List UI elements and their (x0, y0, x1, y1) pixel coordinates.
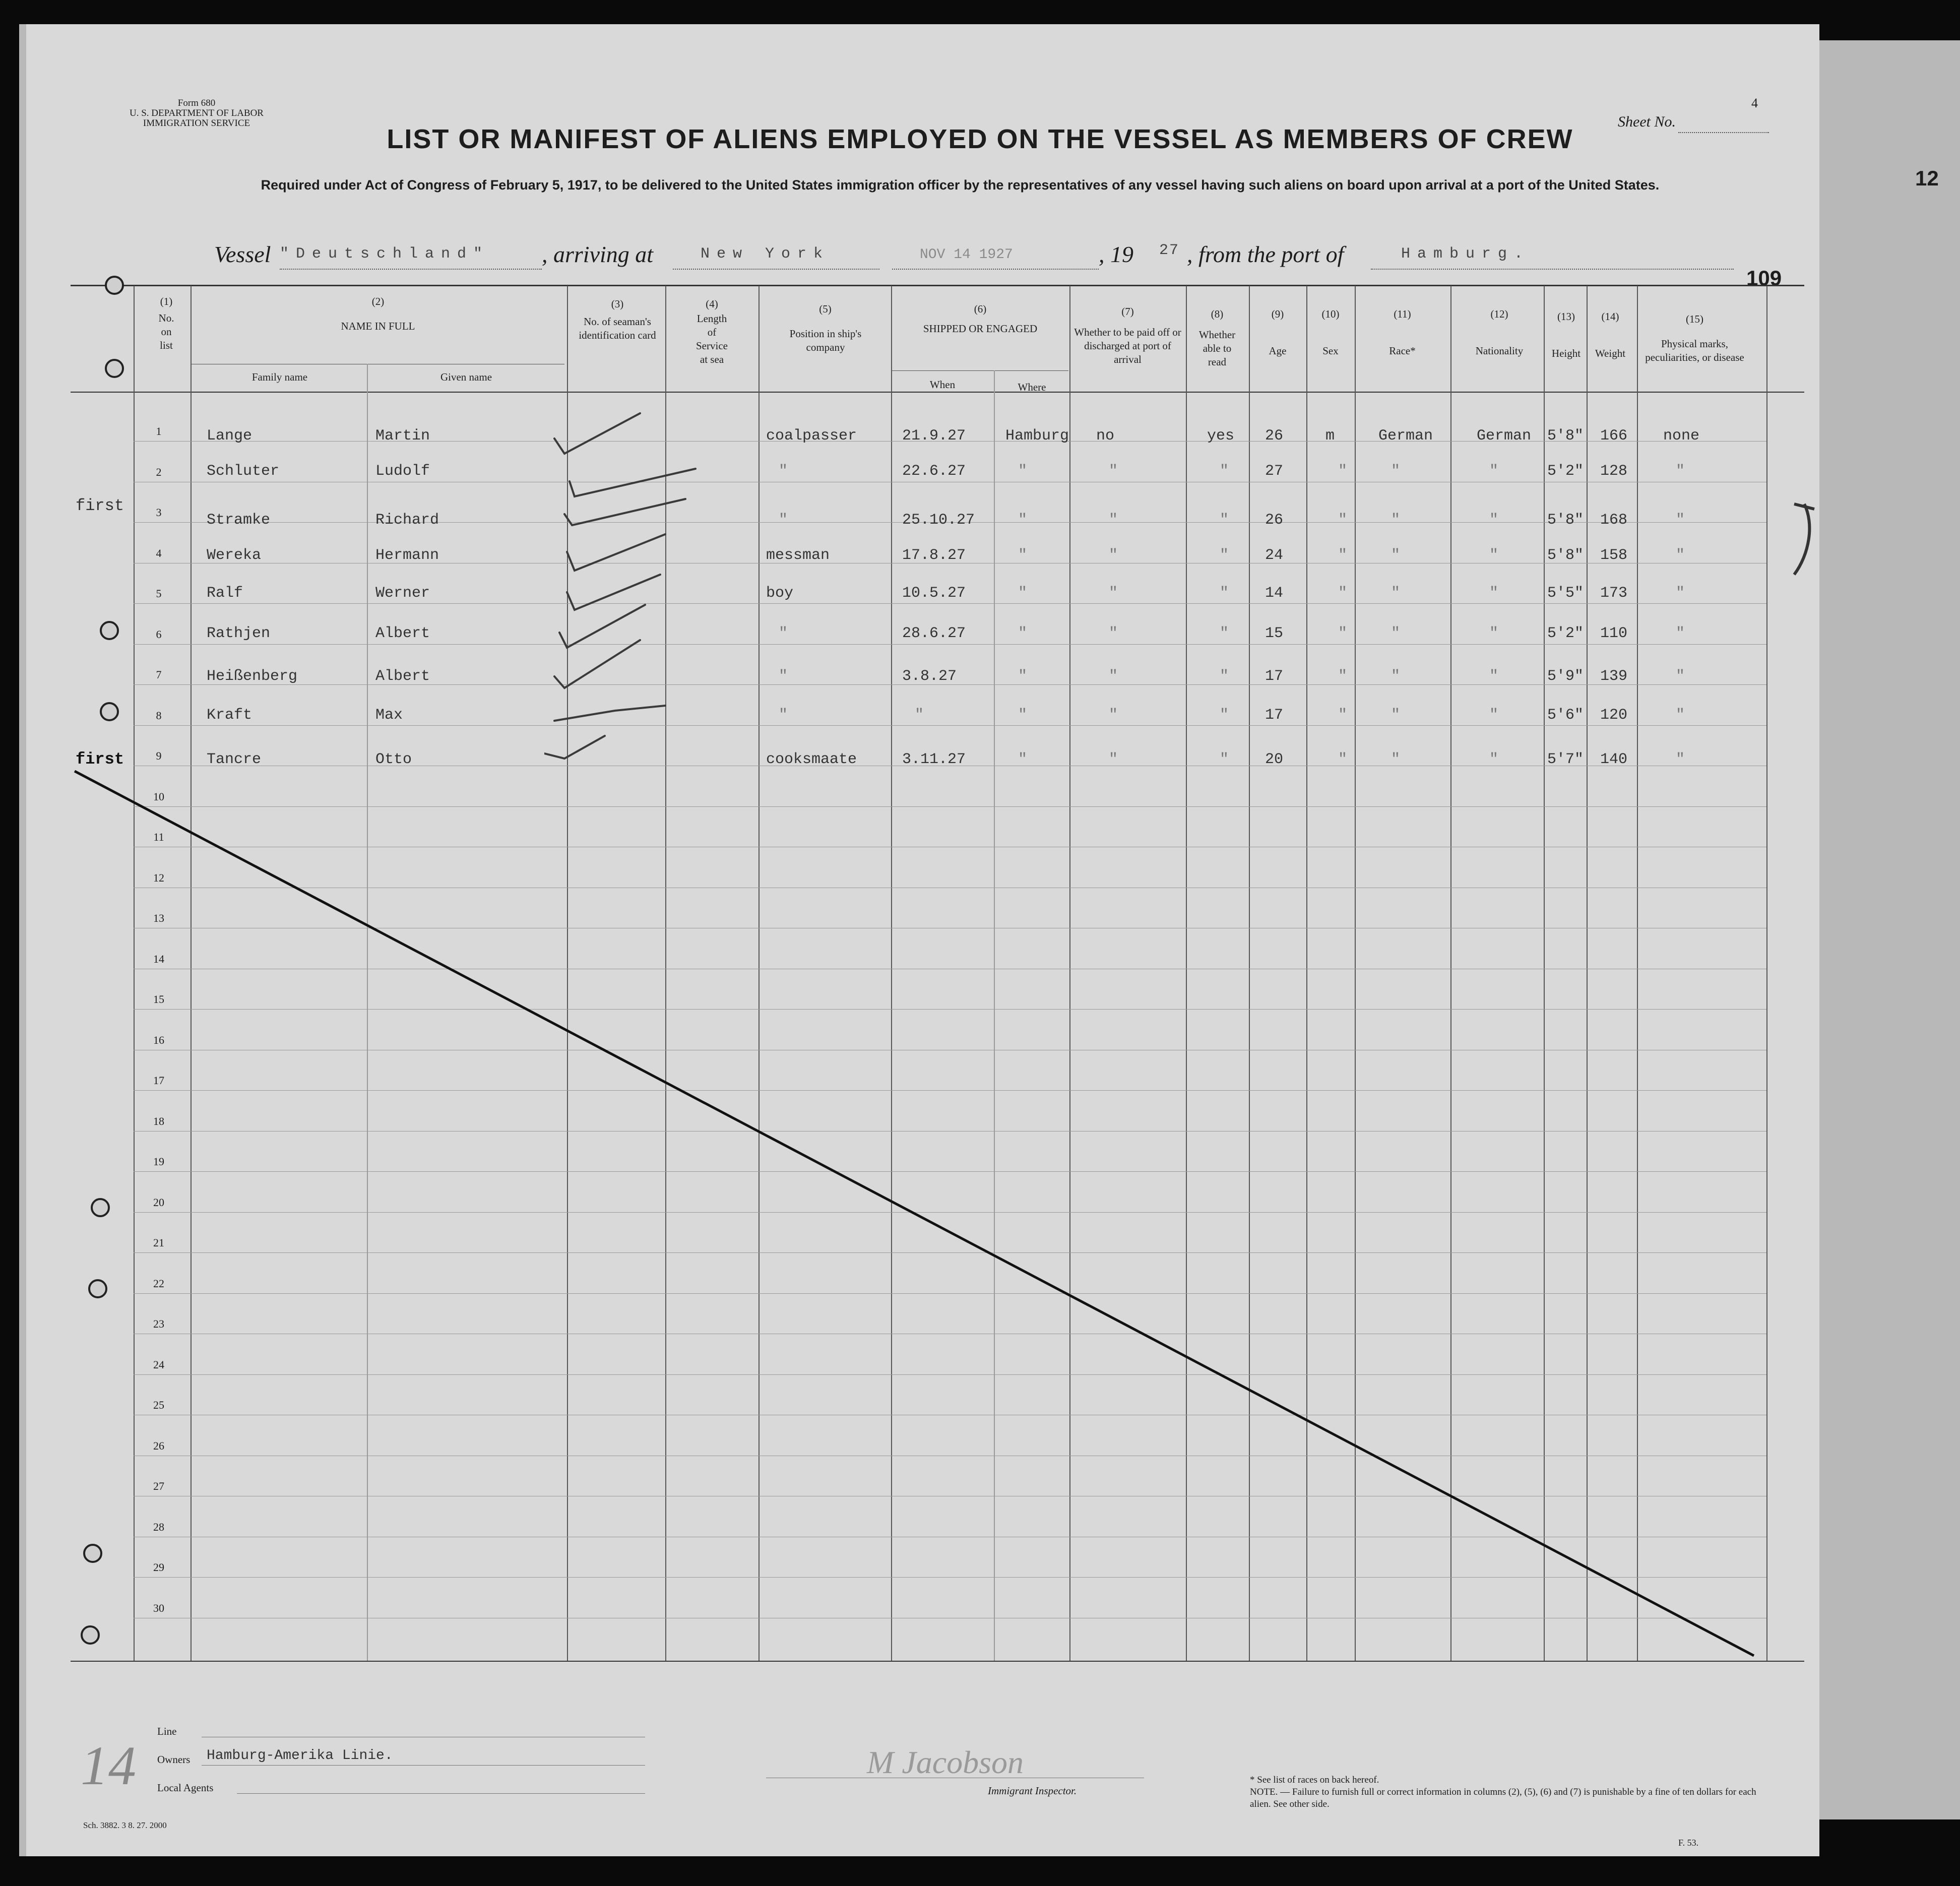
col15-number: (15) (1686, 313, 1703, 325)
family-name-cell: Ralf (207, 585, 243, 602)
page-subtitle: Required under Act of Congress of February 5, 1917, to be delivered to the United States immigration officer by the representatives of any vessel having such aliens on board upon arrival at a port of the United States. (261, 177, 1660, 193)
paid-off-cell: " (1109, 751, 1118, 768)
shipped-where-cell: " (1018, 668, 1028, 685)
col3-number: (3) (611, 298, 624, 310)
from-port-label: , from the port of (1187, 241, 1344, 267)
shipped-where-cell: " (1018, 547, 1028, 564)
vessel-label: Vessel (214, 241, 271, 267)
footnote (1250, 1774, 1774, 1810)
age-cell: 15 (1265, 625, 1284, 642)
row-number: 7 (156, 668, 162, 681)
family-name-cell: Lange (207, 427, 252, 445)
position-cell: " (779, 463, 788, 480)
nationality-cell: " (1489, 512, 1499, 529)
col10-label: Sex (1322, 345, 1339, 357)
shipped-when-cell: 21.9.27 (902, 427, 966, 445)
shipped-where-cell: Hamburg (1005, 427, 1069, 445)
col8-number: (8) (1211, 308, 1224, 320)
owners-rule (202, 1765, 645, 1766)
family-name-cell: Heißenberg (207, 668, 298, 685)
nationality-cell: " (1489, 625, 1499, 642)
date-stamp: NOV 14 1927 (920, 247, 1013, 263)
physical-marks-cell: " (1676, 463, 1685, 480)
col13-label: Height (1551, 347, 1581, 359)
row-number: 9 (156, 749, 162, 762)
age-cell: 17 (1265, 707, 1284, 724)
given-name-cell: Werner (375, 585, 430, 602)
nationality-cell: " (1489, 668, 1499, 685)
weight-cell: 128 (1600, 463, 1628, 480)
col6-number: (6) (974, 303, 987, 315)
row-number: 17 (153, 1074, 164, 1087)
shipped-where-cell: " (1018, 751, 1028, 768)
where-header: Where (1018, 381, 1046, 393)
race-cell: " (1391, 512, 1401, 529)
row-number: 1 (156, 425, 162, 437)
cancellation-line (75, 771, 1754, 1656)
physical-marks-cell: " (1676, 707, 1685, 724)
shipped-where-cell: " (1018, 707, 1028, 724)
row-number: 14 (153, 952, 164, 965)
punch-hole (91, 1198, 110, 1217)
sex-cell: " (1338, 751, 1348, 768)
race-cell: " (1391, 547, 1401, 564)
row-number: 28 (153, 1520, 164, 1533)
age-cell: 17 (1265, 668, 1284, 685)
form-number: Form 680 (177, 98, 216, 108)
paid-off-cell: no (1096, 427, 1115, 445)
races-note: * See list of races on back hereof. (1250, 1775, 1379, 1785)
able-to-read-cell: " (1220, 668, 1229, 685)
physical-marks-cell: " (1676, 625, 1685, 642)
row-number: 6 (156, 627, 162, 641)
weight-cell: 120 (1600, 707, 1628, 724)
given-name-cell: Richard (375, 512, 439, 529)
col1-number: (1) (160, 295, 173, 307)
row-number: 16 (153, 1033, 164, 1046)
row-number: 5 (156, 587, 162, 600)
weight-cell: 140 (1600, 751, 1628, 768)
family-name-cell: Tancre (207, 751, 262, 768)
physical-marks-cell: " (1676, 585, 1685, 602)
owners-value: Hamburg-Amerika Linie. (207, 1748, 393, 1764)
row-number: 15 (153, 993, 164, 1005)
inspector-signature: M Jacobson (867, 1744, 1024, 1780)
position-cell: " (779, 625, 788, 642)
shipped-where-cell: " (1018, 585, 1028, 602)
col7-label: Whether to be paid off or discharged at port of arrival (1074, 326, 1181, 365)
race-cell: " (1391, 751, 1401, 768)
row-number: 4 (156, 546, 162, 559)
given-name-cell: Martin (375, 427, 430, 445)
sex-cell: m (1325, 427, 1335, 445)
punch-hole (105, 359, 124, 378)
race-cell: " (1391, 668, 1401, 685)
col11-number: (11) (1394, 308, 1411, 320)
age-cell: 14 (1265, 585, 1284, 602)
col9-number: (9) (1271, 308, 1284, 320)
able-to-read-cell: " (1220, 707, 1229, 724)
weight-cell: 173 (1600, 585, 1628, 602)
sheet-number-value: 4 (1751, 96, 1758, 110)
shipped-when-cell: " (915, 707, 924, 724)
height-cell: 5'8" (1547, 512, 1584, 529)
year-value: 27 (1159, 242, 1180, 259)
age-cell: 26 (1265, 427, 1284, 445)
nationality-cell: " (1489, 751, 1499, 768)
when-header: When (929, 379, 956, 391)
nationality-cell: " (1489, 707, 1499, 724)
stamp-number: 109 (1746, 266, 1782, 290)
sex-cell: " (1338, 625, 1348, 642)
col4-number: (4) (706, 298, 718, 310)
age-cell: 26 (1265, 512, 1284, 529)
race-cell: German (1378, 427, 1433, 445)
col14-number: (14) (1601, 310, 1619, 323)
nationality-cell: " (1489, 463, 1499, 480)
nationality-cell: " (1489, 585, 1499, 602)
height-cell: 5'6" (1547, 707, 1584, 724)
margin-note-row3: first (76, 496, 124, 515)
department-name: U. S. DEPARTMENT OF LABOR (130, 108, 264, 118)
row-number: 3 (156, 506, 162, 519)
col5-number: (5) (819, 303, 832, 315)
punch-hole (105, 276, 124, 295)
shipped-when-cell: 10.5.27 (902, 585, 966, 602)
vessel-name: "Deutschland" (280, 245, 490, 263)
col15-label: Physical marks, peculiarities, or disease (1645, 338, 1744, 363)
form-code: F. 53. (1678, 1838, 1699, 1848)
race-cell: " (1391, 625, 1401, 642)
from-port: Hamburg. (1401, 245, 1531, 263)
weight-cell: 139 (1600, 668, 1628, 685)
race-cell: " (1391, 707, 1401, 724)
age-cell: 24 (1265, 547, 1284, 564)
local-agents-rule (237, 1793, 645, 1794)
shipped-when-cell: 25.10.27 (902, 512, 975, 529)
family-name-cell: Kraft (207, 707, 252, 724)
nationality-cell: German (1477, 427, 1532, 445)
paid-off-cell: " (1109, 463, 1118, 480)
col2-label: NAME IN FULL (341, 320, 415, 332)
edge-number: 12 (1915, 166, 1939, 190)
punch-hole (81, 1625, 100, 1645)
row-number: 23 (153, 1317, 164, 1330)
able-to-read-cell: yes (1207, 427, 1235, 445)
physical-marks-cell: " (1676, 751, 1685, 768)
position-cell: " (779, 512, 788, 529)
punch-hole (100, 702, 119, 721)
given-name-cell: Hermann (375, 547, 439, 564)
physical-marks-cell: " (1676, 512, 1685, 529)
punch-hole (100, 621, 119, 640)
col11-label: Race* (1389, 345, 1416, 357)
family-name-cell: Schluter (207, 463, 280, 480)
sheet-number-label: Sheet No. (1618, 113, 1676, 130)
physical-marks-cell: none (1663, 427, 1700, 445)
margin-scribble (1794, 504, 1814, 575)
given-name-cell: Ludolf (375, 463, 430, 480)
row-number: 26 (153, 1439, 164, 1452)
shipped-where-cell: " (1018, 625, 1028, 642)
col12-number: (12) (1490, 308, 1508, 320)
row-number: 2 (156, 465, 162, 478)
family-name-header: Family name (251, 371, 308, 383)
shipped-when-cell: 3.11.27 (902, 751, 966, 768)
service-name: IMMIGRATION SERVICE (143, 118, 250, 129)
age-cell: 20 (1265, 751, 1284, 768)
row-number: 18 (153, 1114, 164, 1127)
col10-number: (10) (1321, 308, 1340, 320)
paid-off-cell: " (1109, 547, 1118, 564)
race-cell: " (1391, 463, 1401, 480)
line-label: Line (157, 1725, 177, 1737)
row-number: 19 (153, 1155, 164, 1168)
schedule-code: Sch. 3882. 3 8. 27. 2000 (83, 1820, 167, 1830)
weight-cell: 110 (1600, 625, 1628, 642)
position-cell: messman (766, 547, 830, 564)
sex-cell: " (1338, 707, 1348, 724)
position-cell: coalpasser (766, 427, 857, 445)
row-number: 24 (153, 1358, 164, 1371)
family-name-cell: Wereka (207, 547, 262, 564)
col6-label: SHIPPED OR ENGAGED (923, 323, 1038, 335)
position-cell: " (779, 707, 788, 724)
sex-cell: " (1338, 547, 1348, 564)
row-number: 12 (153, 871, 164, 884)
able-to-read-cell: " (1220, 751, 1229, 768)
penalty-note: NOTE. — Failure to furnish full or correct information in columns (2), (5), (6) and (7) is punishable by a fine of ten dollars for each alien. See other side. (1250, 1787, 1756, 1809)
position-cell: boy (766, 585, 794, 602)
shipped-where-cell: " (1018, 512, 1028, 529)
physical-marks-cell: " (1676, 668, 1685, 685)
position-cell: cooksmaate (766, 751, 857, 768)
margin-mark: 14 (81, 1735, 136, 1796)
arrival-port: New York (701, 245, 830, 263)
height-cell: 5'2" (1547, 625, 1584, 642)
height-cell: 5'2" (1547, 463, 1584, 480)
year-label: , 19 (1099, 241, 1133, 267)
row-number: 22 (153, 1277, 164, 1290)
able-to-read-cell: " (1220, 463, 1229, 480)
shipped-where-cell: " (1018, 463, 1028, 480)
col9-label: Age (1269, 345, 1287, 357)
race-cell: " (1391, 585, 1401, 602)
family-name-cell: Stramke (207, 512, 271, 529)
col3-label: No. of seaman's identification card (579, 316, 656, 341)
row-number: 11 (153, 831, 164, 843)
shipped-when-cell: 28.6.27 (902, 625, 966, 642)
nationality-cell: " (1489, 547, 1499, 564)
row-number: 13 (153, 912, 164, 924)
weight-cell: 166 (1600, 427, 1628, 445)
page-title: LIST OR MANIFEST OF ALIENS EMPLOYED ON THE VESSEL AS MEMBERS OF CREW (387, 124, 1573, 154)
row-number: 30 (153, 1601, 164, 1614)
owners-label: Owners (157, 1753, 191, 1766)
shipped-when-cell: 22.6.27 (902, 463, 966, 480)
sex-cell: " (1338, 585, 1348, 602)
col12-label: Nationality (1475, 345, 1524, 357)
sex-cell: " (1338, 668, 1348, 685)
family-name-cell: Rathjen (207, 625, 271, 642)
row-number: 10 (153, 790, 164, 803)
arriving-label: , arriving at (542, 241, 654, 267)
row-number: 27 (153, 1480, 164, 1492)
row-number: 25 (153, 1399, 164, 1411)
able-to-read-cell: " (1220, 512, 1229, 529)
punch-hole (83, 1544, 102, 1563)
margin-note-row9: first (76, 750, 124, 769)
row-number: 21 (153, 1236, 164, 1249)
col2-number: (2) (371, 295, 385, 307)
given-name-header: Given name (440, 371, 492, 383)
paid-off-cell: " (1109, 512, 1118, 529)
col14-label: Weight (1595, 347, 1626, 359)
height-cell: 5'5" (1547, 585, 1584, 602)
height-cell: 5'8" (1547, 547, 1584, 564)
col5-label: Position in ship's company (789, 328, 862, 353)
able-to-read-cell: " (1220, 625, 1229, 642)
sex-cell: " (1338, 463, 1348, 480)
given-name-cell: Otto (375, 751, 412, 768)
col4-label: Length of Service at sea (696, 312, 728, 365)
row-number: 20 (153, 1196, 164, 1209)
weight-cell: 168 (1600, 512, 1628, 529)
weight-cell: 158 (1600, 547, 1628, 564)
able-to-read-cell: " (1220, 547, 1229, 564)
local-agents-label: Local Agents (157, 1782, 214, 1794)
given-name-cell: Max (375, 707, 403, 724)
given-name-cell: Albert (375, 625, 430, 642)
height-cell: 5'9" (1547, 668, 1584, 685)
height-cell: 5'7" (1547, 751, 1584, 768)
row-number: 29 (153, 1561, 164, 1574)
shipped-when-cell: 3.8.27 (902, 668, 957, 685)
col7-number: (7) (1121, 305, 1134, 318)
age-cell: 27 (1265, 463, 1284, 480)
position-cell: " (779, 668, 788, 685)
col1-label: No. on list (158, 312, 174, 351)
paid-off-cell: " (1109, 668, 1118, 685)
col8-label: Whether able to read (1198, 329, 1236, 368)
shipped-when-cell: 17.8.27 (902, 547, 966, 564)
physical-marks-cell: " (1676, 547, 1685, 564)
sex-cell: " (1338, 512, 1348, 529)
paid-off-cell: " (1109, 707, 1118, 724)
punch-hole (88, 1279, 107, 1298)
height-cell: 5'8" (1547, 427, 1584, 445)
col13-number: (13) (1557, 310, 1575, 323)
able-to-read-cell: " (1220, 585, 1229, 602)
inspector-label: Immigrant Inspector. (988, 1785, 1077, 1797)
row-number: 8 (156, 709, 162, 722)
paid-off-cell: " (1109, 625, 1118, 642)
given-name-cell: Albert (375, 668, 430, 685)
paid-off-cell: " (1109, 585, 1118, 602)
